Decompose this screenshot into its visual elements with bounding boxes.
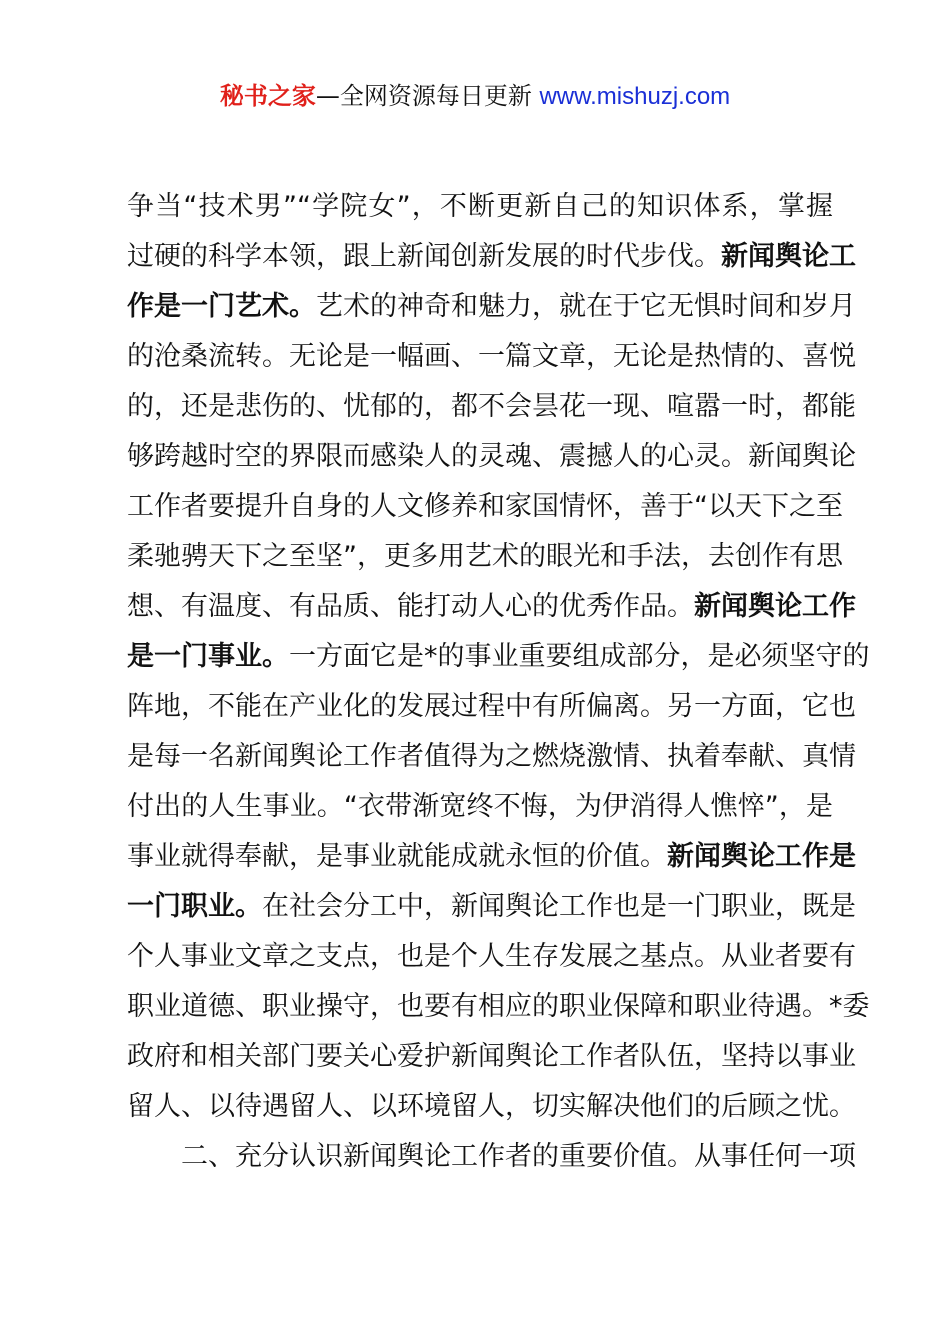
brand-name: 秘书之家 bbox=[219, 82, 316, 110]
text-line: 是一门事业。一方面它是*的事业重要组成部分，是必须坚守的 bbox=[127, 641, 870, 672]
bold-heading: 新闻舆论工作 bbox=[694, 591, 856, 622]
bold-heading: 作是一门艺术。 bbox=[127, 291, 316, 322]
text-line: 够跨越时空的界限而感染人的灵魂、震撼人的心灵。新闻舆论 bbox=[127, 441, 856, 472]
bold-heading: 是一门事业。 bbox=[127, 641, 289, 672]
text-line: 付出的人生事业。“衣带渐宽终不悔，为伊消得人憔悴”，是 bbox=[127, 791, 833, 822]
text-line: 柔驰骋天下之至坚”，更多用艺术的眼光和手法，去创作有思 bbox=[127, 541, 843, 572]
header-tagline: —全网资源每日更新 bbox=[315, 82, 540, 110]
section-heading-line: 二、充分认识新闻舆论工作者的重要价值。从事任何一项 bbox=[181, 1141, 856, 1172]
document-body bbox=[127, 182, 870, 1182]
text-line: 工作者要提升自身的人文修养和家国情怀，善于“以天下之至 bbox=[127, 491, 843, 522]
text-line: 事业就得奉献，是事业就能成就永恒的价值。新闻舆论工作是 bbox=[127, 841, 856, 872]
text-line: 阵地，不能在产业化的发展过程中有所偏离。另一方面，它也 bbox=[127, 691, 856, 722]
text-line: 职业道德、职业操守，也要有相应的职业保障和职业待遇。*委 bbox=[127, 991, 870, 1022]
bold-heading: 新闻舆论工 bbox=[721, 241, 856, 272]
page-header bbox=[0, 80, 950, 113]
text-line: 个人事业文章之支点，也是个人生存发展之基点。从业者要有 bbox=[127, 941, 856, 972]
bold-heading: 新闻舆论工作是 bbox=[667, 841, 856, 872]
text-line: 政府和相关部门要关心爱护新闻舆论工作者队伍，坚持以事业 bbox=[127, 1041, 856, 1072]
text-line: 的，还是悲伤的、忧郁的，都不会昙花一现、喧嚣一时，都能 bbox=[127, 391, 856, 422]
text-line: 是每一名新闻舆论工作者值得为之燃烧激情、执着奉献、真情 bbox=[127, 741, 856, 772]
text-line: 作是一门艺术。艺术的神奇和魅力，就在于它无惧时间和岁月 bbox=[127, 291, 856, 322]
text-line: 的沧桑流转。无论是一幅画、一篇文章，无论是热情的、喜悦 bbox=[127, 341, 856, 372]
text-line: 一门职业。在社会分工中，新闻舆论工作也是一门职业，既是 bbox=[127, 891, 856, 922]
text-line: 想、有温度、有品质、能打动人心的优秀作品。新闻舆论工作 bbox=[127, 591, 856, 622]
text-line: 留人、以待遇留人、以环境留人，切实解决他们的后顾之忧。 bbox=[127, 1091, 856, 1122]
text-line: 争当“技术男”“学院女”，不断更新自己的知识体系，掌握 bbox=[127, 191, 833, 222]
bold-heading: 一门职业。 bbox=[127, 891, 262, 922]
text-line: 过硬的科学本领，跟上新闻创新发展的时代步伐。新闻舆论工 bbox=[127, 241, 856, 272]
site-url[interactable]: www.mishuzj.com bbox=[539, 83, 731, 110]
